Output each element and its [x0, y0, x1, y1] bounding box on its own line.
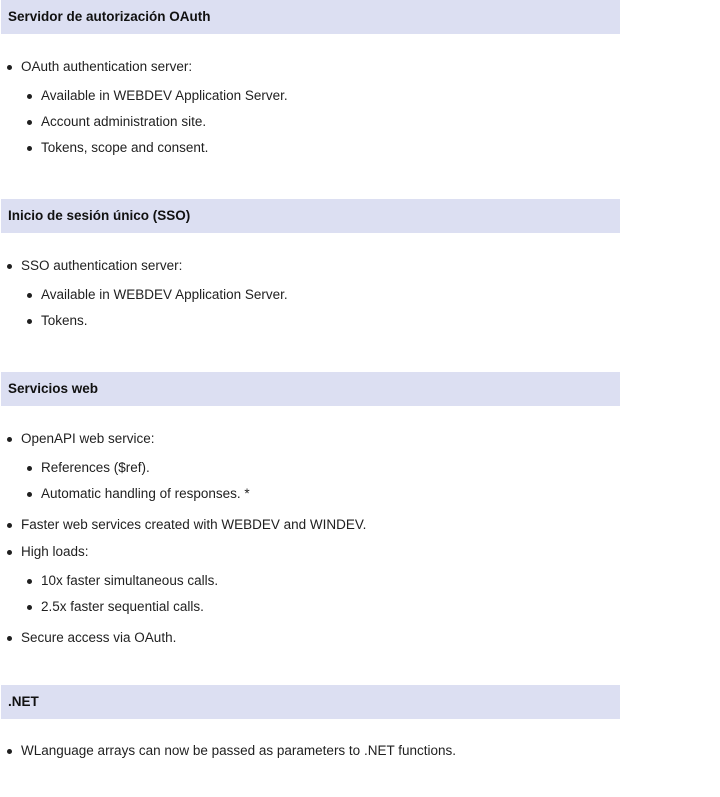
list-item: Available in WEBDEV Application Server.	[41, 286, 288, 304]
list-item: Automatic handling of responses. *	[41, 485, 250, 503]
section-header-sso: Inicio de sesión único (SSO)	[1, 199, 620, 233]
list-item: WLanguage arrays can now be passed as parameters to .NET functions.	[21, 742, 456, 760]
bullet-icon	[27, 94, 32, 99]
bullet-icon	[7, 65, 12, 70]
bullet-icon	[27, 293, 32, 298]
section-header-web-services: Servicios web	[1, 372, 620, 406]
list-item: SSO authentication server:	[21, 257, 182, 275]
bullet-icon	[7, 437, 12, 442]
list-item: Account administration site.	[41, 113, 206, 131]
list-item: OpenAPI web service:	[21, 430, 155, 448]
list-item: References ($ref).	[41, 459, 150, 477]
list-item: Available in WEBDEV Application Server.	[41, 87, 288, 105]
bullet-icon	[7, 636, 12, 641]
list-item: 2.5x faster sequential calls.	[41, 598, 204, 616]
list-item: Tokens, scope and consent.	[41, 139, 208, 157]
list-item: OAuth authentication server:	[21, 58, 192, 76]
bullet-icon	[27, 492, 32, 497]
list-item: 10x faster simultaneous calls.	[41, 572, 218, 590]
bullet-icon	[27, 319, 32, 324]
bullet-icon	[27, 605, 32, 610]
bullet-icon	[7, 550, 12, 555]
list-item: Faster web services created with WEBDEV and WINDEV.	[21, 516, 366, 534]
bullet-icon	[27, 579, 32, 584]
section-header-dotnet: .NET	[1, 685, 620, 719]
bullet-icon	[7, 264, 12, 269]
bullet-icon	[7, 749, 12, 754]
bullet-icon	[27, 146, 32, 151]
list-item: High loads:	[21, 543, 89, 561]
bullet-icon	[27, 466, 32, 471]
list-item: Secure access via OAuth.	[21, 629, 176, 647]
bullet-icon	[7, 523, 12, 528]
list-item: Tokens.	[41, 312, 88, 330]
bullet-icon	[27, 120, 32, 125]
section-header-oauth: Servidor de autorización OAuth	[1, 0, 620, 34]
